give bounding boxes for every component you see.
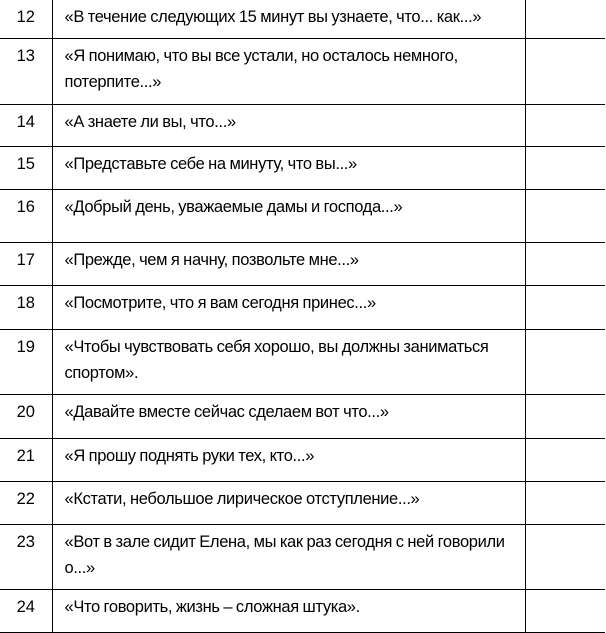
row-empty-cell bbox=[525, 242, 605, 285]
table-row bbox=[0, 38, 605, 104]
table-row bbox=[0, 189, 605, 242]
row-empty-cell bbox=[525, 104, 605, 146]
row-empty-cell bbox=[525, 524, 605, 589]
row-phrase: «Кстати, небольшое лирическое отступление...» bbox=[52, 481, 525, 524]
row-empty-cell bbox=[525, 0, 605, 38]
table-row bbox=[0, 481, 605, 524]
row-phrase: «Что говорить, жизнь – сложная штука». bbox=[52, 589, 525, 632]
table-row bbox=[0, 589, 605, 632]
row-number: 23 bbox=[0, 524, 52, 589]
row-phrase: «Вот в зале сидит Елена, мы как раз сегодня с ней говорили о...» bbox=[52, 524, 525, 589]
table-row bbox=[0, 285, 605, 329]
row-phrase: «А знаете ли вы, что...» bbox=[52, 104, 525, 146]
row-number: 21 bbox=[0, 438, 52, 481]
table-row bbox=[0, 146, 605, 189]
table-row bbox=[0, 524, 605, 589]
row-empty-cell bbox=[525, 394, 605, 438]
row-empty-cell bbox=[525, 329, 605, 394]
row-empty-cell bbox=[525, 438, 605, 481]
row-number: 13 bbox=[0, 38, 52, 104]
table-row bbox=[0, 394, 605, 438]
table-row bbox=[0, 242, 605, 285]
row-number: 15 bbox=[0, 146, 52, 189]
table-row bbox=[0, 0, 605, 38]
row-number: 18 bbox=[0, 285, 52, 329]
row-empty-cell bbox=[525, 189, 605, 242]
table-row bbox=[0, 438, 605, 481]
row-number: 24 bbox=[0, 589, 52, 632]
row-phrase: «Я прошу поднять руки тех, кто...» bbox=[52, 438, 525, 481]
row-empty-cell bbox=[525, 38, 605, 104]
row-number: 17 bbox=[0, 242, 52, 285]
row-empty-cell bbox=[525, 146, 605, 189]
row-phrase: «Я понимаю, что вы все устали, но осталось немного, потерпите...» bbox=[52, 38, 525, 104]
row-phrase: «Чтобы чувствовать себя хорошо, вы должны заниматься спортом». bbox=[52, 329, 525, 394]
row-phrase: «Прежде, чем я начну, позвольте мне...» bbox=[52, 242, 525, 285]
row-phrase: «Представьте себе на минуту, что вы...» bbox=[52, 146, 525, 189]
row-empty-cell bbox=[525, 481, 605, 524]
row-number: 22 bbox=[0, 481, 52, 524]
row-empty-cell bbox=[525, 589, 605, 632]
row-phrase: «Добрый день, уважаемые дамы и господа...» bbox=[52, 189, 525, 242]
table-row bbox=[0, 104, 605, 146]
row-phrase: «Посмотрите, что я вам сегодня принес...» bbox=[52, 285, 525, 329]
row-empty-cell bbox=[525, 285, 605, 329]
row-number: 16 bbox=[0, 189, 52, 242]
row-number: 19 bbox=[0, 329, 52, 394]
row-number: 14 bbox=[0, 104, 52, 146]
row-number: 12 bbox=[0, 0, 52, 38]
table-row bbox=[0, 329, 605, 394]
row-number: 20 bbox=[0, 394, 52, 438]
row-phrase: «В течение следующих 15 минут вы узнаете, что... как...» bbox=[52, 0, 525, 38]
row-phrase: «Давайте вместе сейчас сделаем вот что...» bbox=[52, 394, 525, 438]
